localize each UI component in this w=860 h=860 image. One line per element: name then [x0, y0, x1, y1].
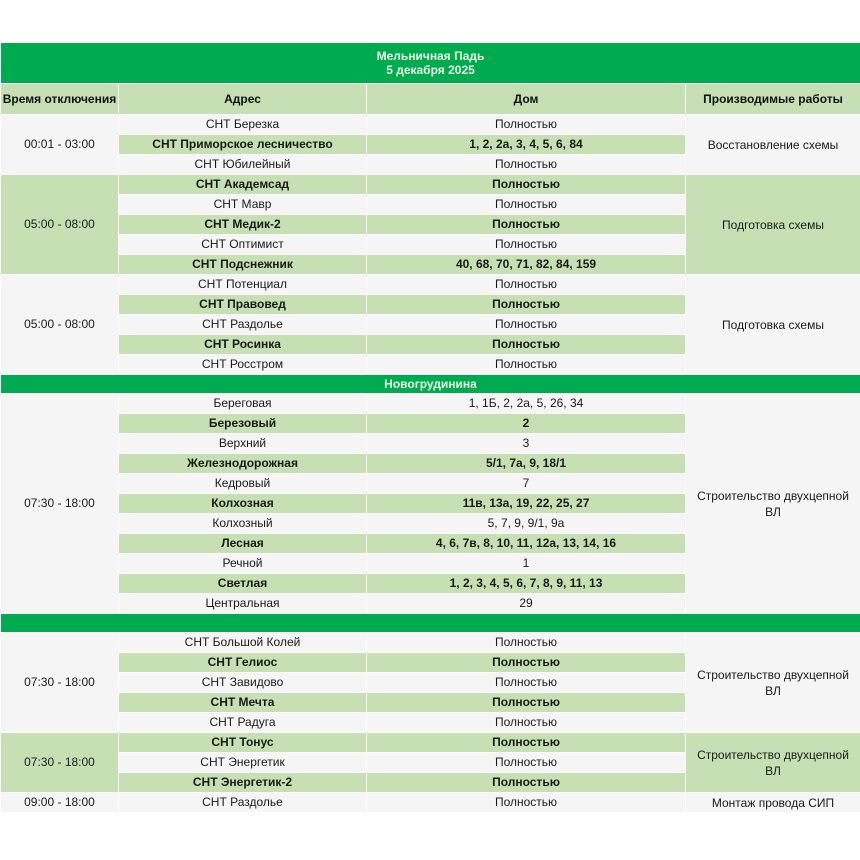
address-cell: СНТ Раздолье — [119, 793, 367, 813]
address-cell: СНТ Мавр — [119, 195, 367, 215]
house-cell: Полностью — [367, 753, 686, 773]
address-cell: СНТ Энергетик-2 — [119, 773, 367, 793]
table-title — [1, 43, 860, 84]
address-cell: СНТ Росинка — [119, 335, 367, 355]
column-header-row — [1, 84, 860, 115]
column-header-house: Дом — [367, 84, 686, 115]
house-cell: Полностью — [367, 175, 686, 195]
table-body — [1, 115, 860, 813]
address-cell: Железнодорожная — [119, 454, 367, 474]
house-cell: 1, 1Б, 2, 2а, 5, 26, 34 — [367, 394, 686, 414]
address-cell: СНТ Приморское лесничество — [119, 135, 367, 155]
address-cell: СНТ Раздолье — [119, 315, 367, 335]
section-header-row — [1, 614, 860, 633]
address-cell: СНТ Большой Колей — [119, 633, 367, 653]
house-cell: Полностью — [367, 215, 686, 235]
work-description-cell: Строительство двухцепной ВЛ — [686, 394, 860, 614]
house-cell: Полностью — [367, 115, 686, 135]
house-cell: Полностью — [367, 733, 686, 753]
section-title — [1, 614, 860, 633]
section-header-row — [1, 375, 860, 394]
house-cell: 11в, 13а, 19, 22, 25, 27 — [367, 494, 686, 514]
table-row — [1, 115, 860, 135]
house-cell: Полностью — [367, 773, 686, 793]
outage-time-cell: 09:00 - 18:00 — [1, 793, 119, 813]
column-header-work: Производимые работы — [686, 84, 860, 115]
table-row — [1, 793, 860, 813]
address-cell: Лесная — [119, 534, 367, 554]
house-cell: 5, 7, 9, 9/1, 9а — [367, 514, 686, 534]
house-cell: Полностью — [367, 653, 686, 673]
address-cell: СНТ Березка — [119, 115, 367, 135]
title-row — [1, 43, 860, 84]
house-cell: 1, 2, 3, 4, 5, 6, 7, 8, 9, 11, 13 — [367, 574, 686, 594]
outage-time-cell: 07:30 - 18:00 — [1, 733, 119, 793]
house-cell: Полностью — [367, 195, 686, 215]
house-cell: 29 — [367, 594, 686, 614]
house-cell: Полностью — [367, 673, 686, 693]
outage-time-cell: 05:00 - 08:00 — [1, 275, 119, 375]
outage-time-cell: 05:00 - 08:00 — [1, 175, 119, 275]
house-cell: Полностью — [367, 355, 686, 375]
house-cell: Полностью — [367, 275, 686, 295]
table-row — [1, 733, 860, 753]
address-cell: Колхозная — [119, 494, 367, 514]
work-description-cell: Строительство двухцепной ВЛ — [686, 633, 860, 733]
address-cell: СНТ Росстром — [119, 355, 367, 375]
address-cell: Светлая — [119, 574, 367, 594]
address-cell: СНТ Подснежник — [119, 255, 367, 275]
address-cell: СНТ Потенциал — [119, 275, 367, 295]
work-description-cell: Строительство двухцепной ВЛ — [686, 733, 860, 793]
outage-table — [0, 42, 860, 813]
house-cell: Полностью — [367, 235, 686, 255]
table-row — [1, 175, 860, 195]
outage-schedule — [0, 42, 860, 813]
address-cell: СНТ Академсад — [119, 175, 367, 195]
section-title: Новогрудинина — [1, 375, 860, 394]
work-description-cell: Монтаж провода СИП — [686, 793, 860, 813]
address-cell: СНТ Юбилейный — [119, 155, 367, 175]
house-cell: 1, 2, 2а, 3, 4, 5, 6, 84 — [367, 135, 686, 155]
outage-time-cell: 00:01 - 03:00 — [1, 115, 119, 175]
address-cell: СНТ Радуга — [119, 713, 367, 733]
address-cell: СНТ Медик-2 — [119, 215, 367, 235]
house-cell: 3 — [367, 434, 686, 454]
outage-time-cell: 07:30 - 18:00 — [1, 394, 119, 614]
address-cell: Центральная — [119, 594, 367, 614]
house-cell: Полностью — [367, 295, 686, 315]
column-header-time: Время отключения — [1, 84, 119, 115]
house-cell: 40, 68, 70, 71, 82, 84, 159 — [367, 255, 686, 275]
work-description-cell: Подготовка схемы — [686, 175, 860, 275]
title-location: Мельничная Падь — [376, 49, 485, 63]
house-cell: Полностью — [367, 633, 686, 653]
house-cell: Полностью — [367, 693, 686, 713]
address-cell: СНТ Правовед — [119, 295, 367, 315]
house-cell: 2 — [367, 414, 686, 434]
work-description-cell: Восстановление схемы — [686, 115, 860, 175]
table-row — [1, 394, 860, 414]
work-description-cell: Подготовка схемы — [686, 275, 860, 375]
address-cell: СНТ Завидово — [119, 673, 367, 693]
house-cell: Полностью — [367, 793, 686, 813]
table-row — [1, 275, 860, 295]
address-cell: Верхний — [119, 434, 367, 454]
table-row — [1, 633, 860, 653]
address-cell: Березовый — [119, 414, 367, 434]
column-header-address: Адрес — [119, 84, 367, 115]
house-cell: Полностью — [367, 155, 686, 175]
title-date: 5 декабря 2025 — [386, 63, 475, 77]
address-cell: СНТ Оптимист — [119, 235, 367, 255]
address-cell: СНТ Мечта — [119, 693, 367, 713]
address-cell: Речной — [119, 554, 367, 574]
house-cell: 7 — [367, 474, 686, 494]
outage-time-cell: 07:30 - 18:00 — [1, 633, 119, 733]
house-cell: Полностью — [367, 335, 686, 355]
address-cell: СНТ Гелиос — [119, 653, 367, 673]
house-cell: 1 — [367, 554, 686, 574]
address-cell: Береговая — [119, 394, 367, 414]
address-cell: СНТ Энергетик — [119, 753, 367, 773]
address-cell: Кедровый — [119, 474, 367, 494]
house-cell: 5/1, 7а, 9, 18/1 — [367, 454, 686, 474]
house-cell: 4, 6, 7в, 8, 10, 11, 12а, 13, 14, 16 — [367, 534, 686, 554]
house-cell: Полностью — [367, 713, 686, 733]
house-cell: Полностью — [367, 315, 686, 335]
address-cell: СНТ Тонус — [119, 733, 367, 753]
address-cell: Колхозный — [119, 514, 367, 534]
